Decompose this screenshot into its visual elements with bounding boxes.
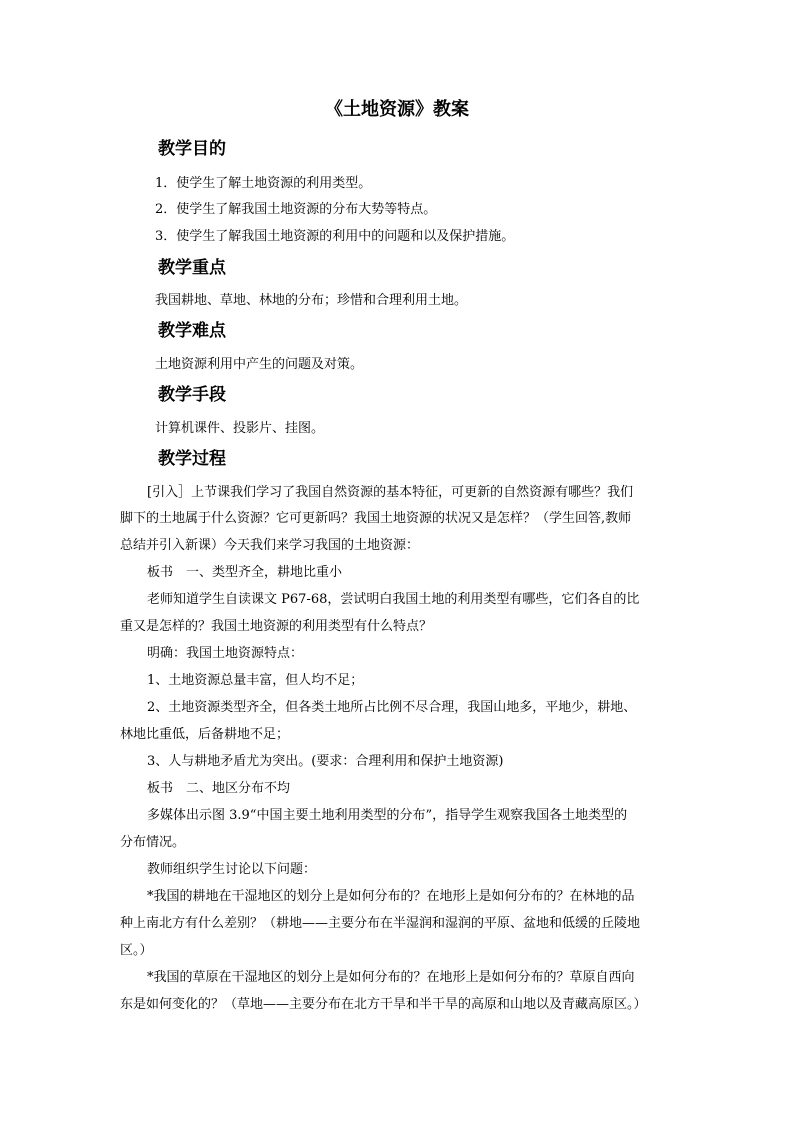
process-line: 林地比重低，后备耕地不足；: [120, 727, 290, 742]
means-text: 计算机课件、投影片、挂图。: [155, 421, 325, 436]
objective-item: 3．使学生了解我国土地资源的利用中的问题和以及保护措施。: [155, 229, 515, 244]
process-line: 2、土地资源类型齐全，但各类土地所占比例不尽合理，我国山地多，平地少，耕地、: [147, 700, 637, 715]
objective-item: 1．使学生了解土地资源的利用类型。: [155, 176, 372, 191]
process-line: *我国的草原在干湿地区的划分上是如何分布的？在地形上是如何分布的？草原自西向: [147, 970, 635, 985]
process-line: 1、土地资源总量丰富，但人均不足；: [147, 673, 364, 688]
process-line: 老师知道学生自读课文 P67-68，尝试明白我国土地的利用类型有哪些，它们各自的比: [147, 592, 640, 607]
heading-key-points: 教学重点: [158, 258, 226, 278]
difficulties-text: 土地资源利用中产生的问题及对策。: [155, 357, 364, 372]
process-line: 板书 二、地区分布不均: [147, 781, 291, 796]
process-line: 总结并引入新课）今天我们来学习我国的土地资源：: [120, 538, 420, 553]
process-line: 明确：我国土地资源特点：: [147, 646, 304, 661]
process-line: 教师组织学生讨论以下问题：: [147, 862, 317, 877]
process-line: [引入］上节课我们学习了我国自然资源的基本特征，可更新的自然资源有哪些？我们: [147, 485, 634, 500]
process-line: 区。）: [120, 943, 153, 958]
process-line: 重又是怎样的？我国土地资源的利用类型有什么特点？: [120, 619, 433, 634]
key-points-text: 我国耕地、草地、林地的分布；珍惜和合理利用土地。: [155, 293, 468, 308]
process-line: 脚下的土地属于什么资源？它可更新吗？我国土地资源的状况又是怎样？（学生回答,教师: [120, 511, 632, 526]
process-line: 3、人与耕地矛盾尤为突出。(要求：合理利用和保护土地资源): [147, 754, 504, 769]
process-line: 种上南北方有什么差别？（耕地——主要分布在半湿润和湿润的平原、盆地和低缓的丘陵地: [120, 916, 641, 931]
process-line: 板书 一、类型齐全，耕地比重小: [147, 565, 343, 580]
process-line: *我国的耕地在干湿地区的划分上是如何分布的？在地形上是如何分布的？在林地的品: [147, 889, 635, 904]
heading-process: 教学过程: [158, 449, 226, 469]
objective-item: 2．使学生了解我国土地资源的分布大势等特点。: [155, 202, 437, 217]
process-line: 多媒体出示图 3.9“中国主要土地利用类型的分布”，指导学生观察我国各土地类型的: [147, 808, 628, 823]
process-line: 东是如何变化的？（草地——主要分布在北方干旱和半干旱的高原和山地以及青藏高原区。）: [120, 997, 647, 1012]
heading-objectives: 教学目的: [158, 139, 226, 159]
process-line: 分布情况。: [120, 835, 186, 850]
heading-difficulties: 教学难点: [158, 321, 226, 341]
document-title: 《土地资源》教案: [325, 99, 469, 120]
heading-means: 教学手段: [158, 385, 226, 405]
